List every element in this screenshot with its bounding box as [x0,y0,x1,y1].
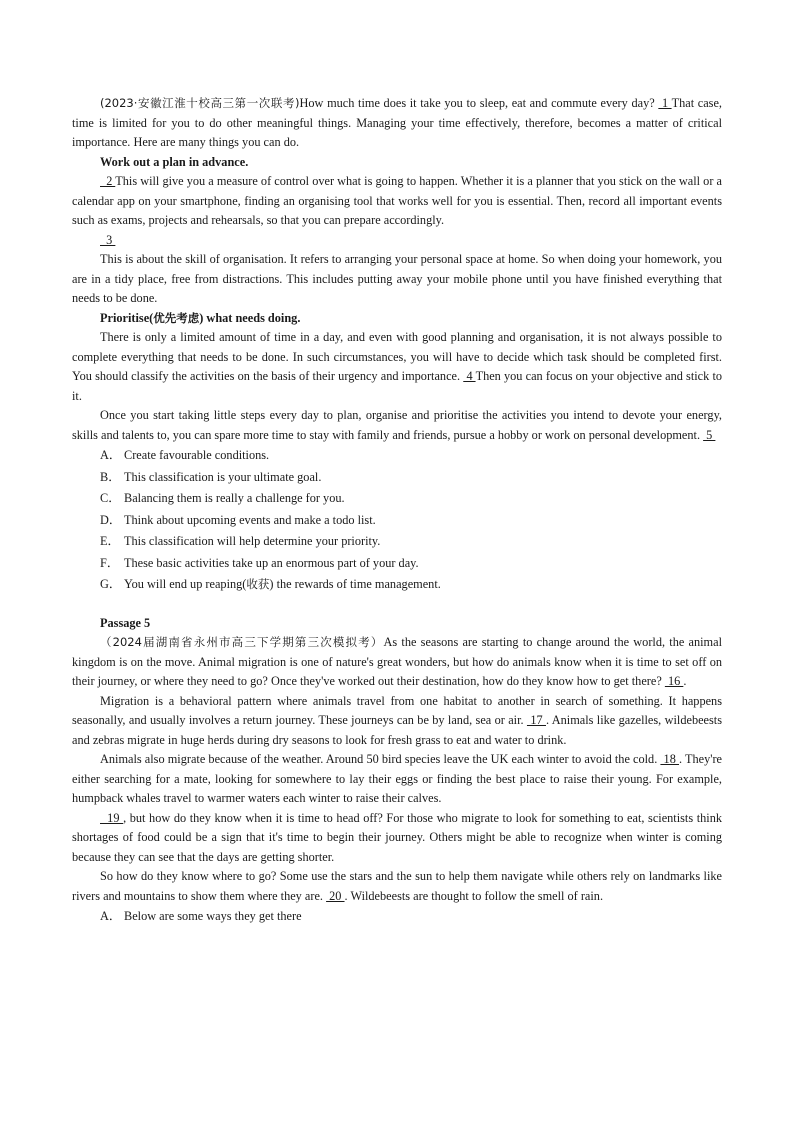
blank-2[interactable]: 2 [100,174,116,188]
section-heading-prioritise: Prioritise(优先考虑) what needs doing. [100,310,301,325]
option-c[interactable]: C． Balancing them is really a challenge for you. [100,491,345,505]
blank-3[interactable]: 3 [100,232,116,247]
option-e[interactable]: E． This classification will help determine your priority. [100,534,381,548]
passage5-option-a[interactable]: A． Below are some ways they get there [100,909,302,923]
option-f[interactable]: F． These basic activities take up an enormous part of your day. [100,555,419,570]
passage4-paragraph-4: This is about the skill of organisation. It refers to arranging your personal space at home. So when doing your homework, you are in a tidy place, free from distractions. This includes putting away your mobile phone until you have finished everything that needs to be done. [72,252,722,305]
passage5-paragraph-2: Migration is a behavioral pattern where animals travel from one habitat to another in search of something. It happens seasonally, and usually involves a return journey. These journeys can be by land, sea or air. 17 . Animals like gazelles, wildebeests and zebras migrate in huge herds during dry seasons to look for fresh grass to eat and water to drink. [72,693,722,747]
document-page [72,94,722,928]
source-note: （2024届湖南省永州市高三下学期第三次模拟考） [100,635,384,649]
passage5-paragraph-5: So how do they know where to go? Some use the stars and the sun to help them navigate while others rely on landmarks like rivers and mountains to show them where they are. 20 . Wildebeests are thought to follow the smell of rain. [72,869,722,903]
passage4-blank-line-3 [72,231,722,251]
option-b[interactable]: B． This classification is your ultimate goal. [100,469,322,484]
passage4-paragraph-6: Once you start taking little steps every day to plan, organise and prioritise the activities you intend to devote your energy, skills and talents to, you can spare more time to stay with family and friends, pursue a hobby or work on personal development. 5 [72,408,722,442]
options-list [72,445,722,596]
blank-19[interactable]: 19 [100,810,124,825]
source-note: (2023·安徽江淮十校高三第一次联考) [100,96,300,110]
passage5-paragraph-4: 19 , but how do they know when it is time to head off? For those who migrate to look for something to eat, scientists think shortages of food could be a sign that it's time to begin their journey. Others might be able to recognize when winter is coming because they can see that the days are getting shorter. [72,810,722,864]
option-a[interactable]: A． Create favourable conditions. [100,448,270,462]
passage4-paragraph-2: 2 This will give you a measure of control over what is going to happen. Whether it is a planner that you stick on the wall or a calendar app on your smartphone, finding an organising tool that works well for you is essential. Then, record all important events such as exams, projects and rehearsals, so that you can prepare accordingly. [72,174,722,227]
blank-5[interactable]: 5 [703,427,716,442]
option-g[interactable]: G． You will end up reaping(收获) the rewards of time management. [100,577,441,591]
spacer [72,596,722,614]
blank-18[interactable]: 18 [660,752,679,766]
blank-20[interactable]: 20 [326,888,345,903]
passage4-paragraph-1: (2023·安徽江淮十校高三第一次联考)How much time does it take you to sleep, eat and commute every day? 1 That case, time is limited for you to do other meaningful things. Managing your time effectively, therefore, becomes a matter of critical importance. Here are many things you can do. [72,96,722,149]
passage5-paragraph-1: （2024届湖南省永州市高三下学期第三次模拟考）As the seasons are starting to change around the world, the animal kingdom is on the move. Animal migration is one of nature's great wonders, but how do animals know when it is time to set off on their journey, or where they need to go? Once they've worked out their destination, how do they know how to get there? 16 . [72,635,722,688]
passage4-paragraph-5: There is only a limited amount of time in a day, and even with good planning and organisation, it is not always possible to complete everything that needs to be done. In such circumstances, you will have to decide which task should be completed first. You should classify the activities on the basis of their urgency and importance. 4 Then you can focus on your objective and stick to it. [72,330,723,403]
blank-17[interactable]: 17 [526,713,546,727]
blank-1[interactable]: 1 [658,96,672,110]
passage5-title: Passage 5 [100,615,151,630]
option-d[interactable]: D． Think about upcoming events and make a todo list. [100,512,376,527]
passage5-paragraph-3: Animals also migrate because of the weather. Around 50 bird species leave the UK each winter to avoid the cold. 18 . They're either searching for a mate, looking for somewhere to lay their eggs or finding the best place to raise their young. For example, humpback whales travel to warmer waters each winter to raise their calves. [72,752,722,805]
section-heading-plan: Work out a plan in advance. [100,154,249,169]
blank-16[interactable]: 16 [664,674,684,688]
blank-4[interactable]: 4 [463,369,476,383]
